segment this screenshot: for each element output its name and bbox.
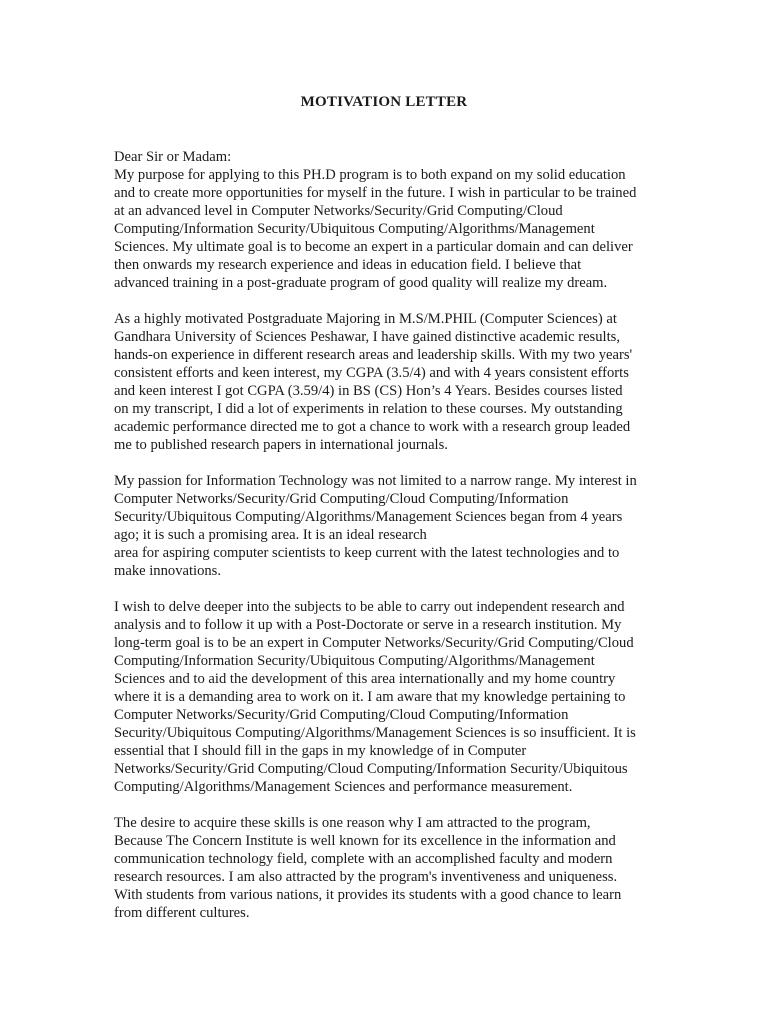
text-line: Networks/Security/Grid Computing/Cloud Computing/Information Security/Ubiquitous	[114, 761, 628, 777]
text-line: As a highly motivated Postgraduate Majoring in M.S/M.PHIL (Computer Sciences) at	[114, 311, 617, 327]
text-line: Computer Networks/Security/Grid Computing/Cloud Computing/Information	[114, 707, 569, 723]
text-line: then onwards my research experience and ideas in education field. I believe that	[114, 257, 582, 273]
text-line: Computer Networks/Security/Grid Computing/Cloud Computing/Information	[114, 491, 569, 507]
text-line: Computing/Information Security/Ubiquitous Computing/Algorithms/Management	[114, 653, 595, 669]
letter-body	[114, 148, 674, 940]
text-line: My purpose for applying to this PH.D program is to both expand on my solid education	[114, 167, 626, 183]
page-title: MOTIVATION LETTER	[300, 94, 468, 110]
text-line: on my transcript, I did a lot of experiments in relation to these courses. My outstanding	[114, 401, 623, 417]
text-line: at an advanced level in Computer Networks/Security/Grid Computing/Cloud	[114, 203, 563, 219]
text-line: Sciences and to aid the development of this area internationally and my home country	[114, 671, 616, 687]
paragraph-2	[114, 310, 674, 454]
salutation: Dear Sir or Madam:	[114, 149, 232, 165]
text-line: communication technology field, complete with an accomplished faculty and modern	[114, 851, 613, 867]
text-line: I wish to delve deeper into the subjects to be able to carry out independent research and	[114, 599, 625, 615]
text-line: Gandhara University of Sciences Peshawar, I have gained distinctive academic results,	[114, 329, 620, 345]
text-line: Because The Concern Institute is well known for its excellence in the information and	[114, 833, 616, 849]
text-line: Computing/Algorithms/Management Sciences and performance measurement.	[114, 779, 573, 795]
paragraph-3	[114, 472, 674, 580]
text-line: My passion for Information Technology was not limited to a narrow range. My interest in	[114, 473, 637, 489]
paragraph-4	[114, 598, 674, 796]
text-line: The desire to acquire these skills is one reason why I am attracted to the program,	[114, 815, 591, 831]
text-line: area for aspiring computer scientists to keep current with the latest technologies and to	[114, 545, 620, 561]
text-line: consistent efforts and keen interest, my CGPA (3.5/4) and with 4 years consistent efforts	[114, 365, 629, 381]
text-line: With students from various nations, it provides its students with a good chance to learn	[114, 887, 622, 903]
text-line: advanced training in a post-graduate program of good quality will realize my dream.	[114, 275, 608, 291]
text-line: essential that I should fill in the gaps in my knowledge of in Computer	[114, 743, 527, 759]
paragraph-5	[114, 814, 674, 922]
text-line: hands-on experience in different research areas and leadership skills. With my two years'	[114, 347, 633, 363]
text-line: Security/Ubiquitous Computing/Algorithms/Management Sciences began from 4 years	[114, 509, 623, 525]
text-line: and to create more opportunities for myself in the future. I wish in particular to be trained	[114, 185, 637, 201]
text-line: academic performance directed me to got a chance to work with a research group leaded	[114, 419, 631, 435]
text-line: make innovations.	[114, 563, 222, 579]
text-line: from different cultures.	[114, 905, 250, 921]
text-line: long-term goal is to be an expert in Computer Networks/Security/Grid Computing/Cloud	[114, 635, 634, 651]
paragraph-1	[114, 166, 674, 292]
text-line: and keen interest I got CGPA (3.59/4) in BS (CS) Hon’s 4 Years. Besides courses listed	[114, 383, 623, 399]
text-line: Sciences. My ultimate goal is to become an expert in a particular domain and can deliver	[114, 239, 633, 255]
text-line: me to published research papers in international journals.	[114, 437, 448, 453]
text-line: research resources. I am also attracted by the program's inventiveness and uniqueness.	[114, 869, 618, 885]
text-line: Security/Ubiquitous Computing/Algorithms/Management Sciences is so insufficient. It is	[114, 725, 636, 741]
text-line: Computing/Information Security/Ubiquitous Computing/Algorithms/Management	[114, 221, 595, 237]
text-line: analysis and to follow it up with a Post-Doctorate or serve in a research institution. My	[114, 617, 622, 633]
text-line: where it is a demanding area to work on it. I am aware that my knowledge pertaining to	[114, 689, 626, 705]
text-line: ago; it is such a promising area. It is an ideal research	[114, 527, 427, 543]
